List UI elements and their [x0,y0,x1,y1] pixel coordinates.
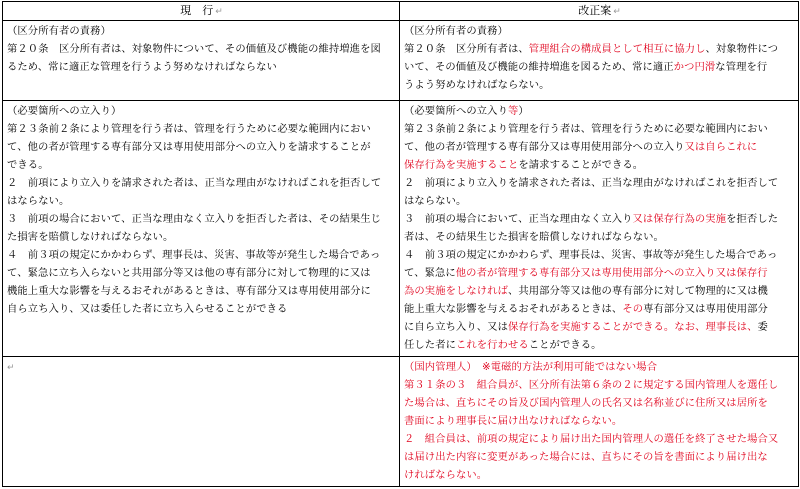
revised-text: 他の者が管理する専有部分又は専用使用部分への立入り又は保存行 [455,267,768,280]
text-segment: ） [518,105,529,118]
text-segment: た損害を賠償しなければならない。 [7,231,174,244]
text-segment: いて、その価値及び機能の維持増進を図るため、常に適正 [404,61,674,74]
article-text-line [404,466,795,484]
current-header-label: 現 行 [180,4,214,17]
text-segment: はならない。 [404,195,467,208]
revised-text: 書面により理事長に届け出なければならない。 [404,414,623,427]
article-text-line [404,58,795,76]
text-segment: な管理を行 [715,61,768,74]
revised-text: ２ 組合員は、前項の規定により届け出た国内管理人の選任を終了させた場合又 [404,432,779,445]
text-segment: 第２０条 区分所有者は、対象物件について、その価値及び機能の維持増進を図 [7,43,381,56]
article-text-line [7,264,396,282]
text-segment: ２ 前項により立入りを請求された者は、正当な理由がなければこれを拒否して [404,177,779,190]
article-text-line [7,228,396,246]
article-text-line [7,300,396,318]
article-text-line [7,120,396,138]
article-text-line [404,138,795,156]
table-row [3,101,799,357]
revised-column-header: 改正案 ↵ [400,2,799,21]
text-segment: 第２３条前２条により管理を行う者は、管理を行うために必要な範囲内におい [7,123,371,136]
text-segment: できる。 [7,159,49,172]
revised-text: 為の実施をしなければ [404,285,508,298]
text-segment: て、他の者が管理する専有部分又は専用使用部分への立入り [404,141,685,154]
revised-cell [400,21,799,101]
text-segment: 、共用部分等又は他の専有部分に対して物理的に又は機 [507,285,768,298]
article-text-line [404,264,795,282]
article-text-line [404,394,795,412]
article-text-line [7,210,396,228]
text-segment: ２ 前項により立入りを請求された者は、正当な理由がなければこれを拒否して [7,177,382,190]
article-text-line [404,300,795,318]
article-text-line [404,282,795,300]
text-segment: （必要箇所への立入り [404,105,508,118]
revised-cell [400,356,799,486]
revised-text: 又は保存行為の実施 [632,213,727,226]
article-text-line [404,228,795,246]
article-heading-line [404,22,795,40]
article-text-line [404,76,795,94]
article-text-line [7,138,396,156]
revised-text: 管理組合の構成員として相互に協力し [528,43,706,56]
revised-text: 等 [507,105,519,118]
text-segment: 自ら立ち入り、又は委任した者に立ち入らせることができる [7,303,288,316]
article-text-line [404,192,795,210]
revised-text: かつ円滑 [673,61,716,74]
article-text-line [404,376,795,394]
article-text-line [404,40,795,58]
revised-text: た場合は、直ちにその旨及び国内管理人の氏名又は名称並びに住所又は居所を [404,396,768,409]
text-segment: ４ 前３項の規定にかかわらず、理事長は、災害、事故等が発生した場合であっ [7,249,381,262]
article-text-line [7,246,396,264]
current-column-header: 現 行 ↵ [3,2,400,21]
revised-text: 又は自らこれに [684,141,758,154]
text-segment: を請求することができる。 [518,159,644,172]
article-text-line [404,412,795,430]
text-segment: ４ 前３項の規定にかかわらず、理事長は、災害、事故等が発生した場合であっ [404,249,778,262]
text-segment: て、緊急に [404,267,456,280]
text-segment: に自ら立ち入り、又は [404,321,508,334]
text-segment: 委 [757,321,768,334]
article-heading-line [7,22,396,40]
article-text-line [404,318,795,336]
text-segment: ３ 前項の場合において、正当な理由なく立入りを拒否した者は、その結果生じ [7,213,382,226]
revised-header-label: 改正案 [578,4,612,17]
text-segment: 第２０条 区分所有者は、 [404,43,529,56]
article-text-line [7,174,396,192]
text-segment: 者は、その結果生じた損害を賠償しなければならない。 [404,231,664,244]
text-segment: て、緊急に立ち入らないと共用部分等又は他の専有部分に対して物理的に又は [7,267,371,280]
revised-text: 保存行為を実施すること [404,159,519,172]
text-segment: 任した者に [404,339,456,352]
revised-text: 第３１条の３ 組合員が、区分所有法第６条の２に規定する国内管理人を選任し [404,378,779,391]
text-segment: 第２３条前２条により管理を行う者は、管理を行うために必要な範囲内におい [404,123,768,136]
revised-text: （国内管理人） ※電磁的方法が利用可能ではない場合 [404,360,658,373]
current-cell [3,21,400,101]
comparison-table [2,1,799,487]
text-segment: 能上重大な影響を与えるおそれがあるときは、 [404,303,623,316]
article-heading-line [404,358,795,376]
empty-paragraph-mark: ↵ [7,362,15,373]
article-text-line [404,210,795,228]
text-segment: ３ 前項の場合において、正当な理由なく立入り [404,213,633,226]
article-text-line [7,40,396,58]
revised-text: これを行わせる [455,339,529,352]
revised-text: は届け出た内容に変更があった場合には、直ちにその旨を書面により届け出な [404,450,768,463]
text-segment: るため、常に適正な管理を行うよう努めなければならない [7,61,277,74]
article-text-line [404,448,795,466]
article-text-line [404,336,795,354]
article-text-line [404,246,795,264]
text-segment: （区分所有者の責務） [404,25,508,38]
header-row [3,2,799,21]
current-cell [3,101,400,357]
table-row [3,356,799,486]
text-segment: 専有部分又は専用使用部分 [643,303,768,316]
article-text-line [7,192,396,210]
article-text-line [7,58,396,76]
revised-text: ければならない。 [404,468,488,481]
article-text-line [404,120,795,138]
text-segment: うよう努めなければならない。 [404,79,550,92]
text-segment: （区分所有者の責務） [7,25,111,38]
text-segment: て、他の者が管理する専有部分又は専用使用部分への立入りを請求することが [7,141,371,154]
revised-cell [400,101,799,357]
text-segment: 機能上重大な影響を与えるおそれがあるときは、専有部分又は専用使用部分に [7,285,371,298]
article-text-line [404,174,795,192]
revised-text: その [622,303,644,316]
article-text-line [404,430,795,448]
text-segment: はならない。 [7,195,70,208]
text-segment: を拒否した [726,213,779,226]
text-segment: 、対象物件につ [705,43,779,56]
article-heading-line [404,102,795,120]
article-heading-line [7,102,396,120]
current-cell [3,356,400,486]
article-text-line [7,282,396,300]
table-row [3,21,799,101]
article-text-line [7,156,396,174]
article-text-line [404,156,795,174]
revised-text: 保存行為を実施することができる。なお、理事長は、 [507,321,758,334]
text-segment: （必要箇所への立入り） [7,105,122,118]
text-segment: ことができる。 [528,339,602,352]
